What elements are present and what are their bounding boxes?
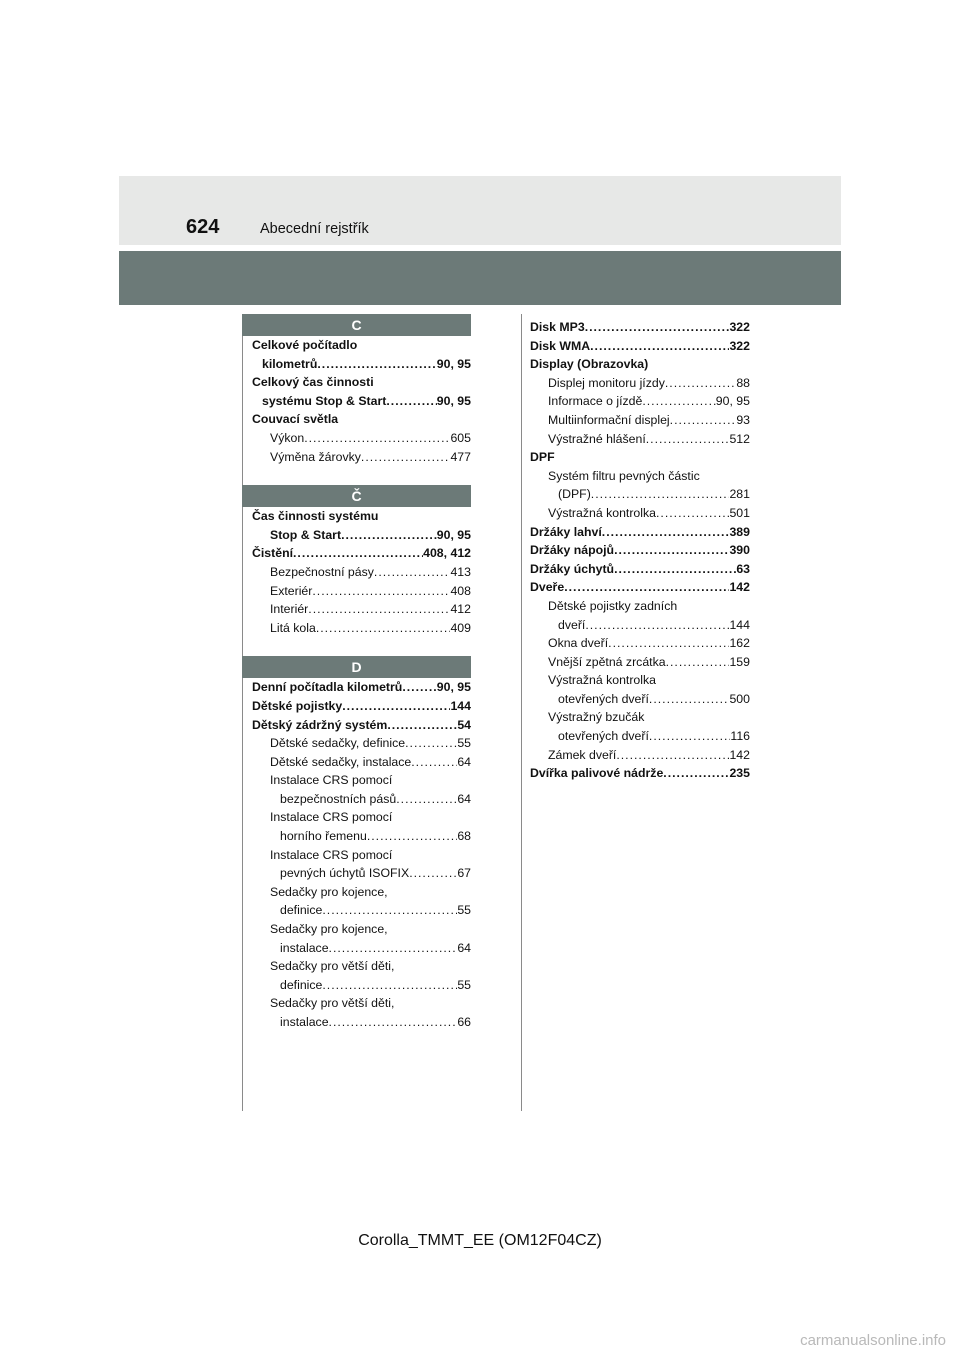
index-entry: Držáky úchytů ..... 63 [530, 560, 750, 579]
entries-d [242, 678, 471, 1031]
letter-heading-c: C [242, 314, 471, 336]
index-entry: Couvací světla [252, 412, 339, 427]
index-entry: Celkové počítadlo [252, 338, 358, 352]
index-subentry-cont: otevřených dveří ..... 500 [530, 690, 750, 709]
entries-d-continued [521, 318, 750, 783]
index-subentry: Sedačky pro kojence, [270, 884, 388, 899]
index-subentry-cont: instalace ..... 66 [252, 1013, 471, 1032]
index-subentry-cont: horního řemenu ..... 68 [252, 827, 471, 846]
entries-c [242, 336, 471, 466]
index-subentry: Informace o jízdě ..... 90, 95 [530, 392, 750, 411]
letter-heading-d: D [242, 656, 471, 678]
index-entry: Display (Obrazovka) [530, 357, 649, 372]
index-subentry-cont: otevřených dveří ..... 116 [530, 727, 750, 746]
page-number: 624 [186, 216, 220, 238]
index-column-1 [242, 314, 471, 1032]
letter-heading-ch: Č [242, 485, 471, 507]
index-entry: DPF [530, 450, 555, 465]
index-entry: Dveře ..... 142 [530, 578, 750, 597]
index-entry: Disk MP3 ..... 322 [530, 318, 750, 337]
index-subentry: Instalace CRS pomocí [270, 810, 393, 825]
index-entry: Disk WMA ..... 322 [530, 337, 750, 356]
index-column-2 [521, 318, 750, 783]
index-entry-cont: kilometrů ..... 90, 95 [252, 355, 471, 374]
section-title: Abecední rejstřík [260, 221, 369, 237]
index-entry: Držáky nápojů ..... 390 [530, 541, 750, 560]
index-subentry: Výstražný bzučák [548, 710, 645, 725]
index-subentry: Výstražná kontrolka ..... 501 [530, 504, 750, 523]
index-subentry: Multiinformační displej ..... 93 [530, 411, 750, 430]
index-subentry: Dětské pojistky zadních [548, 598, 678, 613]
watermark: carmanualsonline.info [800, 1332, 946, 1349]
footer-model-code: Corolla_TMMT_EE (OM12F04CZ) [358, 1232, 602, 1249]
index-subentry: Zámek dveří ..... 142 [530, 746, 750, 765]
index-subentry-cont: instalace ..... 64 [252, 939, 471, 958]
index-subentry: Sedačky pro větší děti, [270, 996, 395, 1011]
index-subentry-cont: (DPF) ..... 281 [530, 485, 750, 504]
index-subentry: Výstražná kontrolka [548, 673, 656, 688]
index-subentry-cont: definice ..... 55 [252, 976, 471, 995]
index-entry: Dětské pojistky ..... 144 [252, 697, 471, 716]
index-subentry-cont: pevných úchytů ISOFIX ..... 67 [252, 864, 471, 883]
index-subentry: Výměna žárovky ..... 477 [252, 448, 471, 467]
header-dark-band [119, 251, 841, 305]
index-subentry-cont: definice ..... 55 [252, 901, 471, 920]
index-subentry: Exteriér ..... 408 [252, 582, 471, 601]
index-subentry: Dětské sedačky, instalace ..... 64 [252, 753, 471, 772]
index-entry: Dětský zádržný systém ..... 54 [252, 716, 471, 735]
index-subentry: Litá kola ..... 409 [252, 619, 471, 638]
index-subentry: Displej monitoru jízdy ..... 88 [530, 374, 750, 393]
index-subentry: Sedačky pro kojence, [270, 922, 388, 937]
index-subentry: Okna dveří ..... 162 [530, 634, 750, 653]
entries-ch [242, 507, 471, 637]
index-entry-cont: systému Stop & Start ..... 90, 95 [252, 392, 471, 411]
index-subentry: Výstražné hlášení ..... 512 [530, 430, 750, 449]
index-entry: Celkový čas činnosti [252, 375, 374, 390]
index-entry: Denní počítadla kilometrů ..... 90, 95 [252, 678, 471, 697]
index-subentry: Sedačky pro větší děti, [270, 959, 395, 974]
index-subentry: Bezpečnostní pásy ..... 413 [252, 563, 471, 582]
index-subentry: Dětské sedačky, definice ..... 55 [252, 734, 471, 753]
index-subentry: Systém filtru pevných částic [548, 468, 700, 483]
index-entry: Držáky lahví ..... 389 [530, 523, 750, 542]
header-top-band [119, 176, 841, 245]
index-subentry: Výkon ..... 605 [252, 429, 471, 448]
index-entry: Čas činnosti systému [252, 509, 379, 524]
index-subentry-cont: dveří ..... 144 [530, 616, 750, 635]
index-subentry: Instalace CRS pomocí [270, 847, 393, 862]
index-subentry: Interiér ..... 412 [252, 600, 471, 619]
index-subentry: Instalace CRS pomocí [270, 773, 393, 788]
index-entry: Dvířka palivové nádrže ..... 235 [530, 764, 750, 783]
index-entry: Čistění ..... 408, 412 [252, 544, 471, 563]
index-entry-cont: Stop & Start ..... 90, 95 [252, 526, 471, 545]
index-subentry: Vnější zpětná zrcátka ..... 159 [530, 653, 750, 672]
index-subentry-cont: bezpečnostních pásů ..... 64 [252, 790, 471, 809]
